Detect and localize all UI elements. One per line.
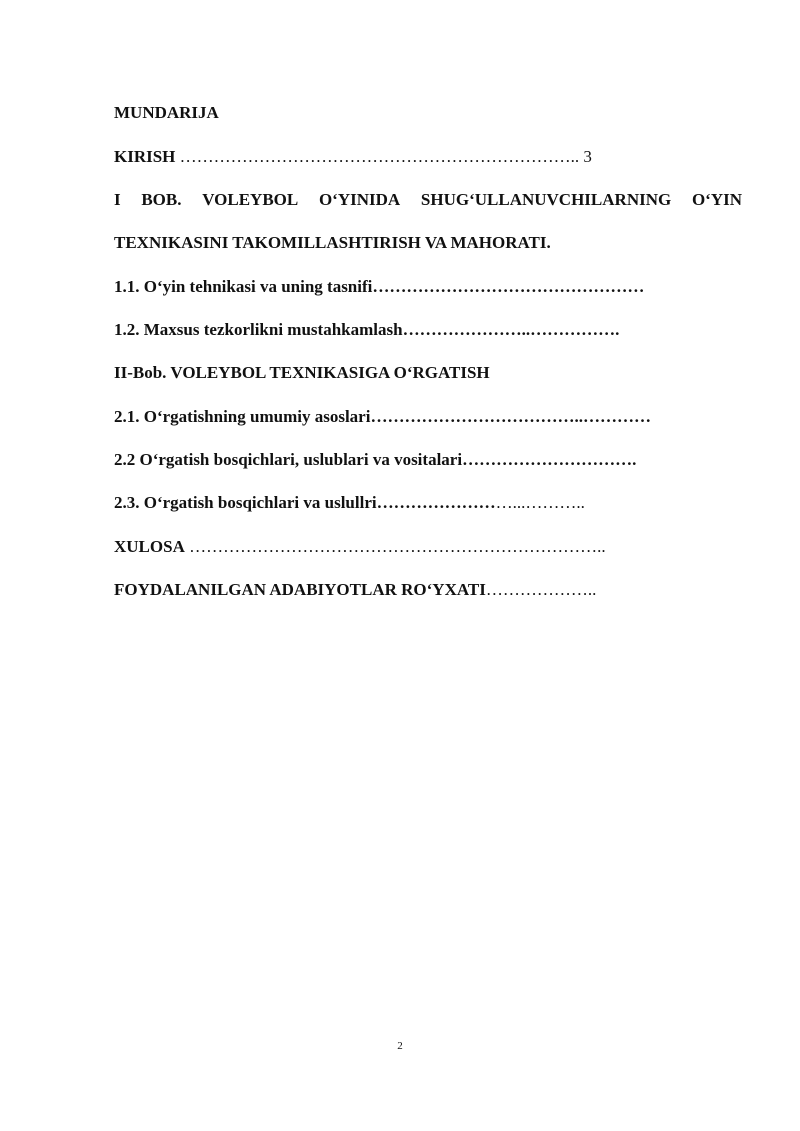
toc-entry-references [114,580,596,600]
toc-leader: …………………………………………………………….. [175,147,584,166]
toc-chapter-1-line-1 [114,190,742,210]
toc-entry-2-1 [114,407,651,427]
toc-entry-title: KIRISH [114,147,176,166]
toc-heading: MUNDARIJA [114,103,219,122]
toc-entry-intro [114,147,592,167]
toc-chapter-2: II-Bob. VOLEYBOL TEXNIKASIGA O‘RGATISH [114,363,490,382]
toc-leader: …………………..……………. [402,320,620,339]
toc-entry-title: 2.1. O‘rgatishning umumiy asoslari [114,407,371,426]
toc-entry-title: 2.3. O‘rgatish bosqichlari va uslullri [114,493,377,512]
toc-word: O‘YIN [691,190,742,209]
toc-entry-title: FOYDALANILGAN ADABIYOTLAR RO‘YXATI [114,580,486,599]
toc-chapter-1-line-2: TEXNIKASINI TAKOMILLASHTIRISH VA MAHORATI. [114,233,551,252]
toc-entry-1-1 [114,277,644,297]
toc-leader: ………………… [376,493,496,512]
toc-leader: ……………….. [485,580,597,599]
toc-entry-title: 2.2 O‘rgatish bosqichlari, uslublari va vositalari [114,450,463,469]
toc-leader: ………………………………..………… [370,407,651,426]
toc-entry-title: 1.2. Maxsus tezkorlikni mustahkamlash [114,320,403,339]
toc-entry-title: 1.1. O‘yin tehnikasi va uning tasnifi [114,277,373,296]
toc-entry-2-3 [114,493,585,513]
toc-leader: ………………………………………… [372,277,645,296]
toc-word: BOB. [141,190,182,209]
toc-word: O‘YINIDA [318,190,401,209]
toc-entry-conclusion [114,537,606,557]
toc-entry-2-2 [114,450,636,470]
toc-entry-title: XULOSA [114,537,185,556]
toc-leader: …………………………. [462,450,637,469]
toc-leader: …...……….. [495,493,585,512]
toc-leader: ……………………………………………………………….. [184,537,606,556]
toc-page-number: 3 [583,147,592,166]
toc-word: VOLEYBOL [202,190,299,209]
toc-word: SHUG‘ULLANUVCHILARNING [420,190,672,209]
toc-entry-1-2 [114,320,619,340]
page-number: 2 [397,1040,403,1052]
toc-word: I [114,190,121,209]
